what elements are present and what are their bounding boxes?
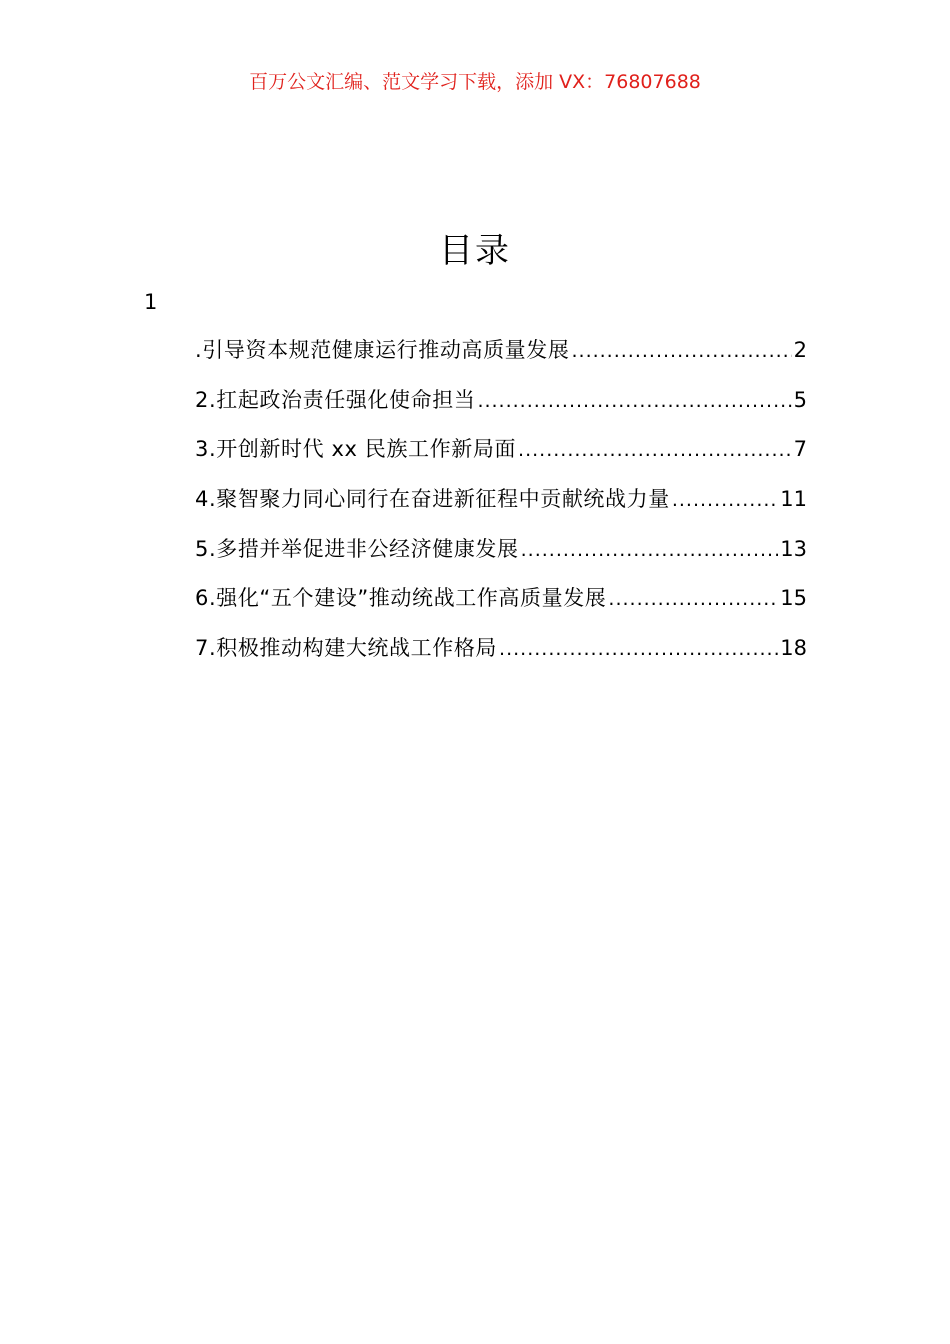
toc-page-number: 5	[793, 387, 807, 412]
toc-entry-title: 3.开创新时代 xx 民族工作新局面	[195, 437, 517, 462]
toc-entry[interactable]	[195, 632, 807, 682]
toc-dot-leader	[499, 633, 778, 665]
toc-entry[interactable]	[195, 533, 807, 583]
toc-page-number: 2	[793, 338, 807, 362]
toc-entry[interactable]	[195, 483, 807, 533]
toc-dot-leader	[521, 534, 779, 566]
header-note: 百万公文汇编、范文学习下载，添加 VX：76807688	[249, 71, 701, 93]
toc-entry[interactable]	[195, 384, 807, 434]
toc-page-number: 13	[780, 536, 807, 561]
toc-page-number: 18	[780, 636, 807, 661]
toc-dot-leader	[608, 583, 778, 615]
toc-page-number: 11	[780, 487, 807, 512]
toc-entry-title: 6.强化“五个建设”推动统战工作高质量发展	[195, 586, 607, 611]
toc-entry-title: 4.聚智聚力同心同行在奋进新征程中贡献统战力量	[195, 487, 670, 512]
toc-entry-title: .引导资本规范健康运行推动高质量发展	[195, 338, 570, 362]
toc-entry[interactable]	[195, 582, 807, 632]
toc-entry[interactable]	[195, 433, 807, 483]
toc-title: 目录	[439, 231, 511, 271]
toc-entry[interactable]	[195, 334, 807, 384]
toc-entry-title: 5.多措并举促进非公经济健康发展	[195, 536, 519, 561]
toc-level-marker: 1	[144, 290, 158, 314]
toc-dot-leader	[477, 385, 791, 417]
toc-page-number: 15	[780, 586, 807, 611]
toc-page-number: 7	[793, 437, 807, 462]
toc-list	[195, 334, 807, 682]
toc-dot-leader	[518, 434, 792, 466]
toc-dot-leader	[571, 335, 791, 367]
toc-dot-leader	[672, 484, 778, 516]
toc-entry-title: 2.扛起政治责任强化使命担当	[195, 387, 476, 412]
toc-entry-title: 7.积极推动构建大统战工作格局	[195, 636, 498, 661]
